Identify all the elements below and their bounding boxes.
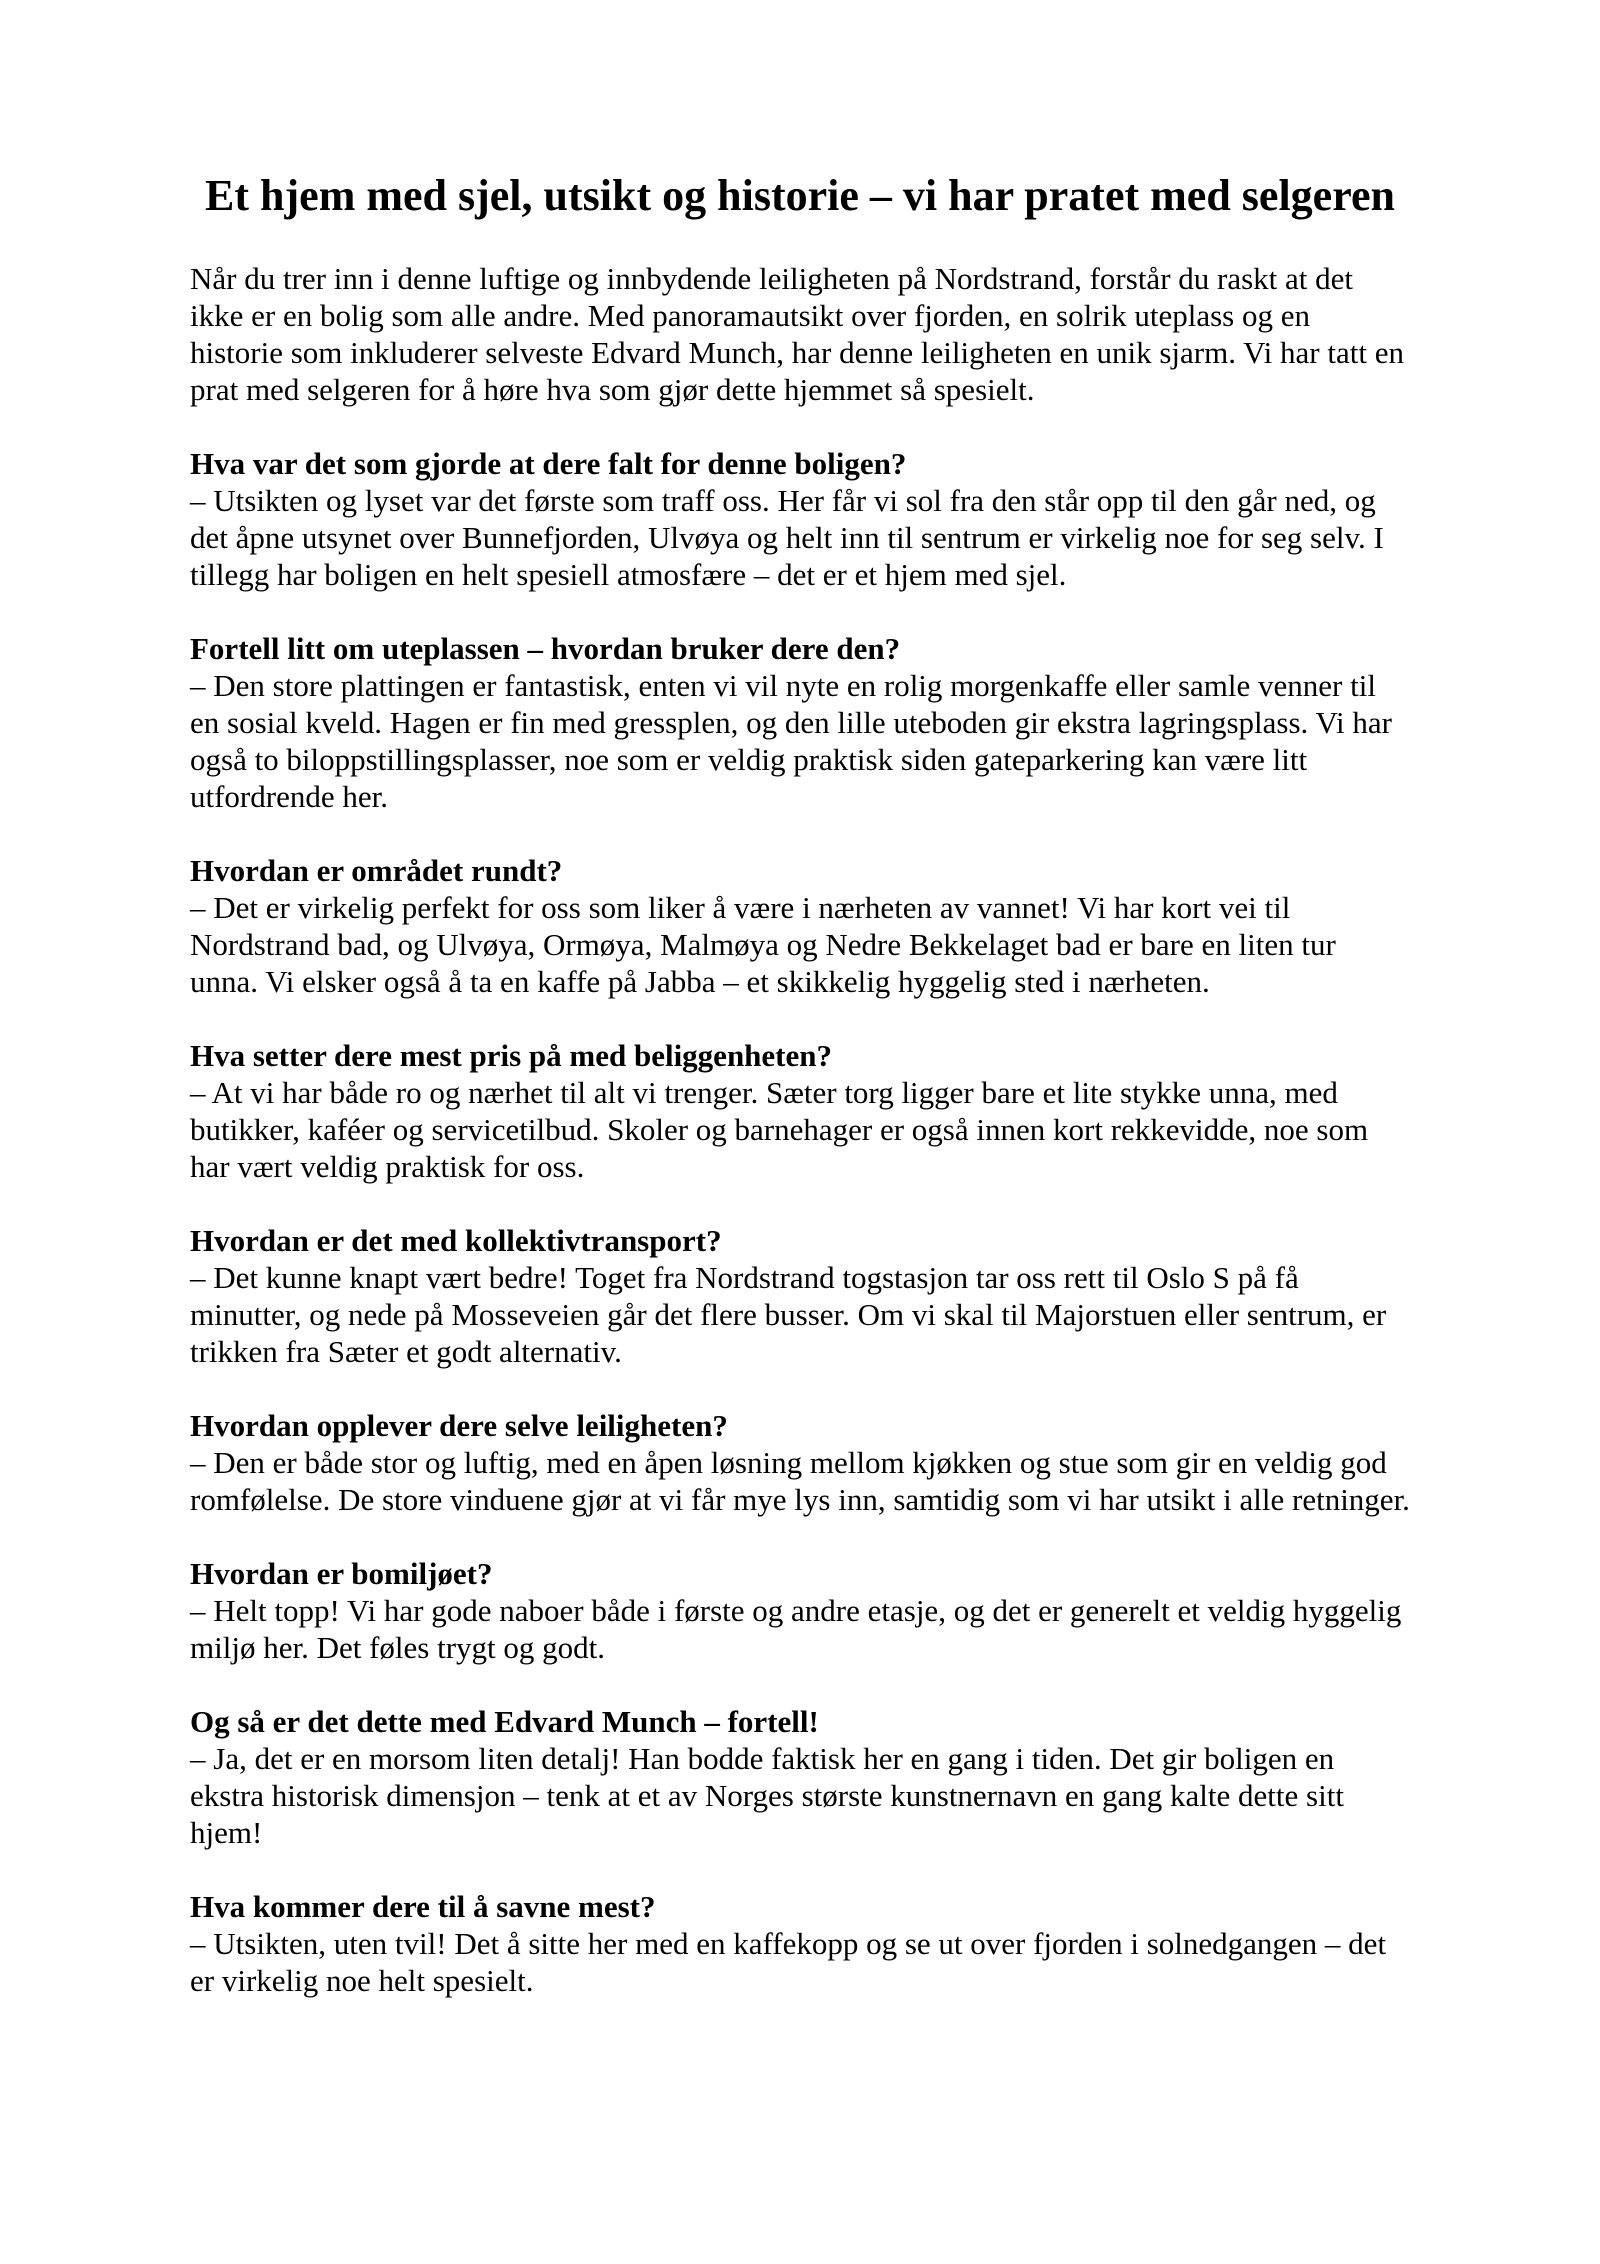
qa-answer: – Det kunne knapt vært bedre! Toget fra Nordstrand togstasjon tar oss rett til Oslo S på få minutter, og nede på Mosseveien går det flere busser. Om vi skal til Majorstuen eller sentrum, er trikken fra Sæter et godt alternativ. <box>190 1260 1387 1369</box>
intro-paragraph: Når du trer inn i denne luftige og innbydende leiligheten på Nordstrand, forstår du raskt at det ikke er en bolig som alle andre. Med panoramautsikt over fjorden, en solrik uteplass og en historie som inkluderer selveste Edvard Munch, har denne leiligheten en unik sjarm. Vi har tatt en prat med selgeren for å høre hva som gjør dette hjemmet så spesielt. <box>190 261 1404 407</box>
qa-answer: – At vi har både ro og nærhet til alt vi trenger. Sæter torg ligger bare et lite stykke unna, med butikker, kaféer og servicetilbud. Skoler og barnehager er også innen kort rekkevidde, noe som har vært veldig praktisk for oss. <box>190 1075 1369 1184</box>
qa-question: Hvordan er det med kollektivtransport? <box>190 1223 722 1258</box>
qa-section <box>190 1888 1410 1999</box>
qa-answer: – Ja, det er en morsom liten detalj! Han bodde faktisk her en gang i tiden. Det gir boligen en ekstra historisk dimensjon – tenk at et av Norges største kunstnernavn en gang kalte dette sitt hjem! <box>190 1741 1344 1850</box>
qa-question: Hvordan er bomiljøet? <box>190 1556 493 1591</box>
qa-question: Fortell litt om uteplassen – hvordan bruker dere den? <box>190 631 901 666</box>
qa-answer: – Den store plattingen er fantastisk, enten vi vil nyte en rolig morgenkaffe eller samle venner til en sosial kveld. Hagen er fin med gressplen, og den lille uteboden gir ekstra lagringsplass. Vi har også to biloppstillingsplasser, noe som er veldig praktisk siden gateparkering kan være litt utfordrende her. <box>190 668 1392 814</box>
qa-question: Hva kommer dere til å savne mest? <box>190 1889 656 1924</box>
qa-question: Hva var det som gjorde at dere falt for denne boligen? <box>190 446 907 481</box>
document-body <box>190 260 1410 1999</box>
qa-answer: – Det er virkelig perfekt for oss som liker å være i nærheten av vannet! Vi har kort vei til Nordstrand bad, og Ulvøya, Ormøya, Malmøya og Nedre Bekkelaget bad er bare en liten tur unna. Vi elsker også å ta en kaffe på Jabba – et skikkelig hyggelig sted i nærheten. <box>190 890 1336 999</box>
qa-answer: – Helt topp! Vi har gode naboer både i første og andre etasje, og det er generelt et veldig hyggelig miljø her. Det føles trygt og godt. <box>190 1593 1402 1665</box>
qa-section <box>190 852 1410 1000</box>
qa-answer: – Utsikten og lyset var det første som traff oss. Her får vi sol fra den står opp til den går ned, og det åpne utsynet over Bunnefjorden, Ulvøya og helt inn til sentrum er virkelig noe for seg selv. I tillegg har boligen en helt spesiell atmosfære – det er et hjem med sjel. <box>190 483 1384 592</box>
qa-section <box>190 1407 1410 1518</box>
page-title: Et hjem med sjel, utsikt og historie – vi har pratet med selgeren <box>205 171 1395 220</box>
qa-answer: – Utsikten, uten tvil! Det å sitte her med en kaffekopp og se ut over fjorden i solnedgangen – det er virkelig noe helt spesielt. <box>190 1926 1387 1998</box>
qa-section <box>190 1555 1410 1666</box>
qa-section <box>190 1703 1410 1851</box>
qa-section <box>190 1222 1410 1370</box>
qa-section <box>190 1037 1410 1185</box>
qa-section <box>190 445 1410 593</box>
qa-question: Hva setter dere mest pris på med beliggenheten? <box>190 1038 833 1073</box>
qa-section <box>190 630 1410 815</box>
qa-question: Og så er det dette med Edvard Munch – fortell! <box>190 1704 819 1739</box>
qa-question: Hvordan er området rundt? <box>190 853 563 888</box>
qa-question: Hvordan opplever dere selve leiligheten? <box>190 1408 728 1443</box>
qa-sections <box>190 445 1410 1999</box>
qa-answer: – Den er både stor og luftig, med en åpen løsning mellom kjøkken og stue som gir en veldig god romfølelse. De store vinduene gjør at vi får mye lys inn, samtidig som vi har utsikt i alle retninger. <box>190 1445 1410 1517</box>
